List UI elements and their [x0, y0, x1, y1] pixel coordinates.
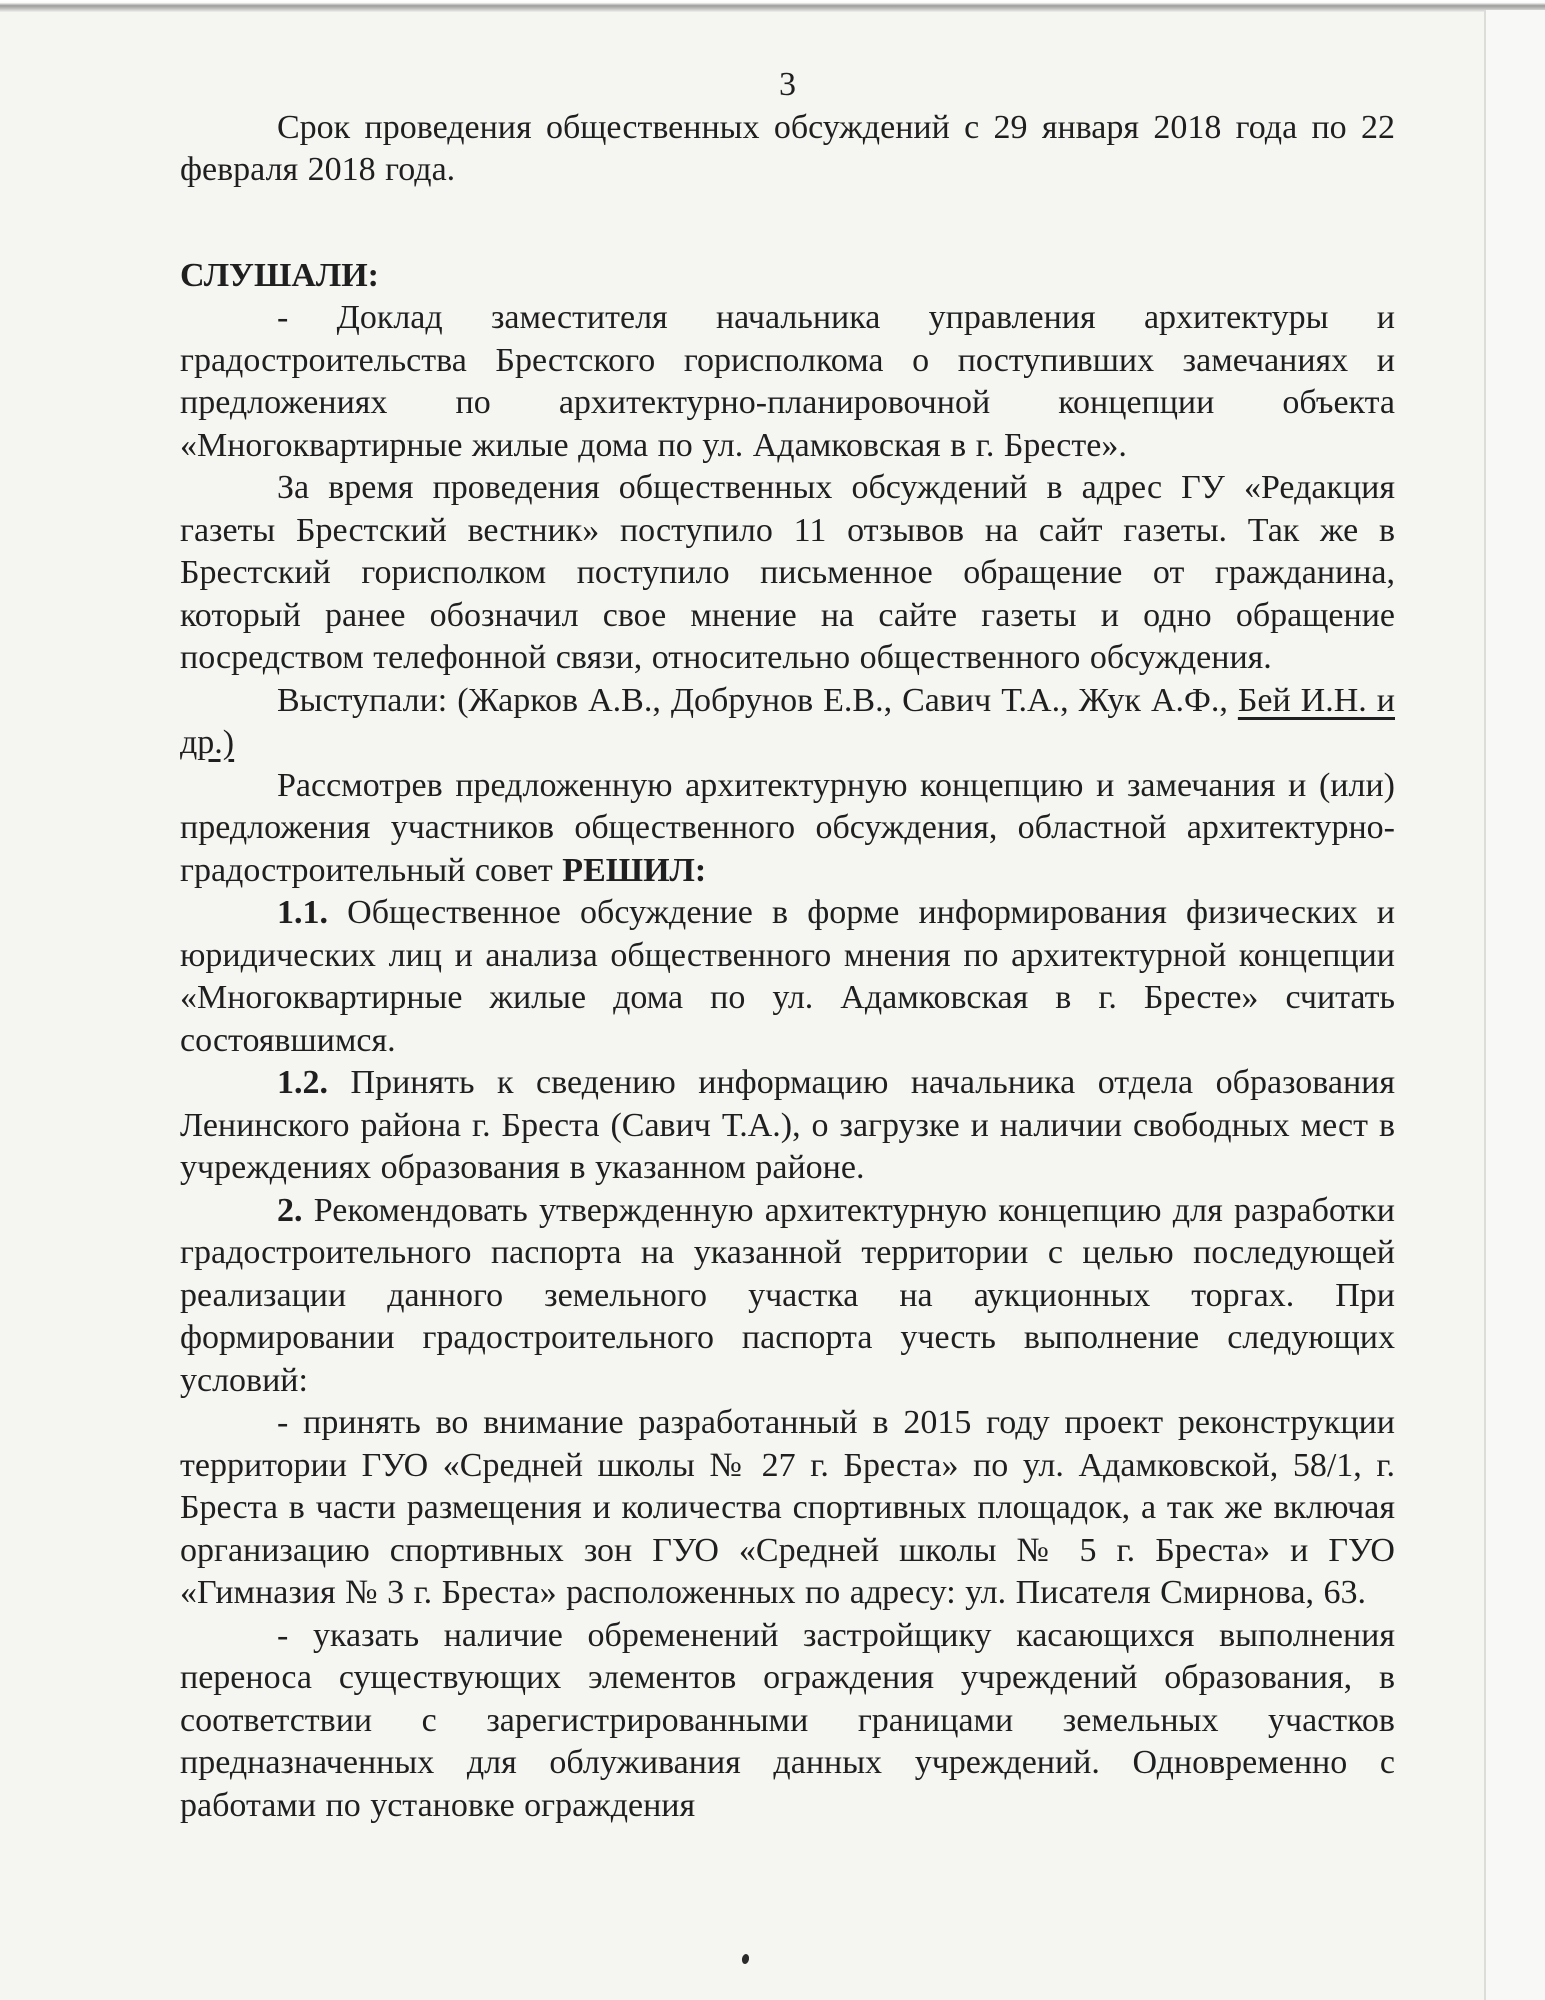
page-number: 3	[779, 66, 796, 103]
paragraph-feedback: За время проведения общественных обсуждений в адрес ГУ «Редакция газеты Брестский вестник» поступило 11 отзывов на сайт газеты. Так же в Брестский горисполком поступило письменное обращение от гражданина, который ранее обозначил свое мнение на сайте газеты и одно обращение посредством телефонной связи, относительно общественного обсуждения.	[180, 469, 1395, 676]
resolution-intro-text: Рассмотрев предложенную архитектурную концепцию и замечания и (или) предложения участников общественного обсуждения, областной архитектурно-градостроительный совет	[180, 766, 1395, 889]
heading-heard: СЛУШАЛИ:	[180, 256, 379, 294]
scan-area-beyond-page	[1486, 10, 1545, 2000]
paragraph-condition-1: - принять во внимание разработанный в 2015 году проект реконструкции территории ГУО «Средней школы № 27 г. Бреста» по ул. Адамковской, 58/1, г. Бреста в части размещения и количества спортивных площадок, а так же включая организацию спортивных зон ГУО «Средней школы № 5 г. Бреста» и ГУО «Гимназия № 3 г. Бреста» расположенных по адресу: ул. Писателя Смирнова, 63.	[180, 1404, 1395, 1611]
item-2-text: Рекомендовать утвержденную архитектурную концепцию для разработки градостроительного паспорта на указанной территории с целью последующей реализации данного земельного участка на аукционных торгах. При формировании градостроительного паспорта учесть выполнение следующих условий:	[180, 1191, 1396, 1399]
scan-top-edge-artifact	[0, 0, 1545, 12]
scan-dot-artifact	[741, 1953, 750, 1964]
paragraph-item-2	[180, 1190, 1395, 1403]
paragraph-speakers	[180, 680, 1395, 765]
item-1-1-text: Общественное обсуждение в форме информирования физических и юридических лиц и анализа общественного мнения по архитектурной концепции «Многоквартирные жилые дома по ул. Адамковская в г. Бресте» считать состоявшимся.	[180, 894, 1395, 1059]
document-content	[180, 64, 1395, 1827]
item-2-number: 2.	[277, 1191, 303, 1229]
item-1-1-number: 1.1.	[277, 894, 328, 931]
paragraph-discussion-term: Срок проведения общественных обсуждений с 29 января 2018 года по 22 февраля 2018 года.	[180, 108, 1395, 188]
paragraph-report: - Доклад заместителя начальника управления архитектуры и градостроительства Брестского горисполкома о поступивших замечаниях и предложениях по архитектурно-планировочной концепции объекта «Многоквартирные жилые дома по ул. Адамковская в г. Бресте».	[180, 299, 1395, 464]
resolution-decided-label: РЕШИЛ:	[562, 851, 707, 889]
item-1-2-number: 1.2.	[277, 1064, 328, 1101]
paragraph-condition-2: - указать наличие обременений застройщику касающихся выполнения переноса существующих элементов ограждения учреждений образования, в соответствии с зарегистрированными границами земельных участков предназначенных для облуживания данных учреждений. Одновременно с работами по установке ограждения	[180, 1616, 1395, 1824]
page-right-edge-line	[1484, 10, 1486, 2000]
paragraph-resolution-intro	[180, 765, 1395, 893]
item-1-2-text: Принять к сведению информацию начальника отдела образования Ленинского района г. Бреста (Савич Т.А.), о загрузке и наличии свободных мест в учреждениях образования в указанном районе.	[180, 1064, 1396, 1186]
paragraph-item-1-2	[180, 1062, 1395, 1190]
paragraph-item-1-1	[180, 892, 1395, 1062]
speakers-underlined-text: Бей И.Н. и др.)	[180, 681, 1395, 761]
speakers-text: Выступали: (Жарков А.В., Добрунов Е.В., Савич Т.А., Жук А.Ф.,	[277, 681, 1228, 719]
